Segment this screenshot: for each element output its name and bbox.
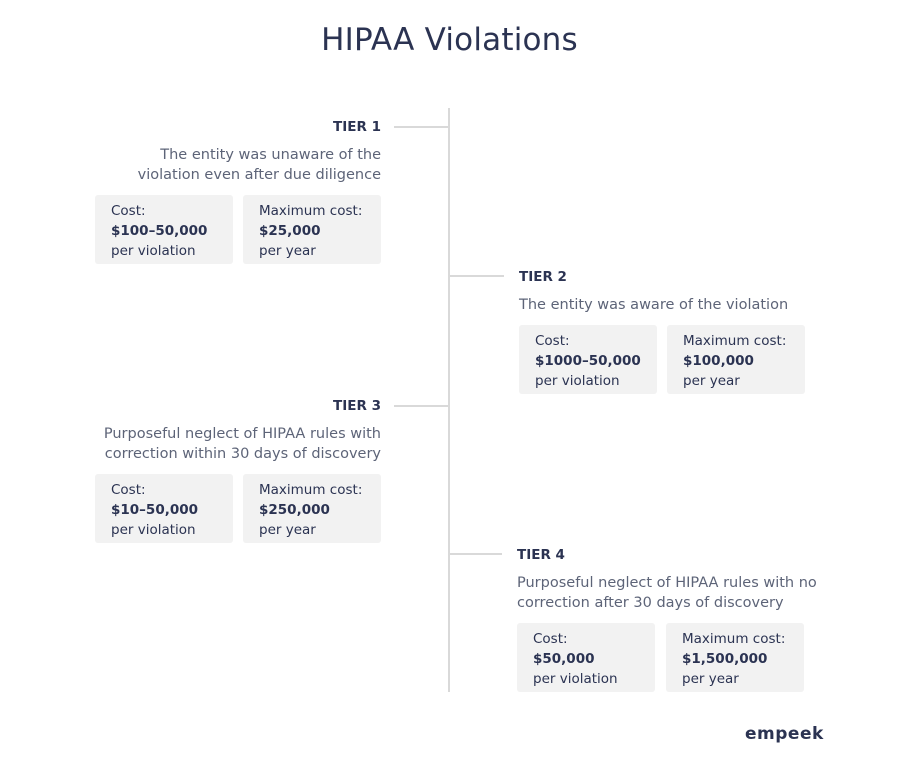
page-title: HIPAA Violations	[321, 22, 578, 58]
tier-1-description-line: The entity was unaware of the	[160, 147, 381, 163]
tier-1-connector	[394, 126, 448, 128]
brand-logo: empeek	[745, 724, 824, 744]
cost-value: $100–50,000	[111, 223, 208, 239]
max-cost-label: Maximum cost:	[682, 631, 786, 647]
cost-label: Cost:	[111, 482, 146, 498]
max-cost-label: Maximum cost:	[683, 333, 787, 349]
cost-label: Cost:	[535, 333, 570, 349]
tier-3-max-cost-card	[243, 474, 381, 543]
tier-2-max-cost-card	[667, 325, 805, 394]
tier-2-label: TIER 2	[519, 269, 567, 285]
tier-4-description	[517, 573, 857, 613]
tier-1-description-line: violation even after due diligence	[137, 167, 381, 183]
tier-3-label: TIER 3	[333, 398, 381, 414]
tier-2-connector	[450, 275, 504, 277]
max-cost-unit: per year	[259, 522, 316, 538]
tier-2-description	[519, 295, 849, 315]
cost-unit: per violation	[535, 373, 620, 389]
tier-1-max-cost-card	[243, 195, 381, 264]
cost-label: Cost:	[111, 203, 146, 219]
cost-unit: per violation	[533, 671, 618, 687]
tier-3-cost-card	[95, 474, 233, 543]
tier-3-description-line: Purposeful neglect of HIPAA rules with	[103, 426, 381, 442]
cost-unit: per violation	[111, 522, 196, 538]
max-cost-unit: per year	[683, 373, 740, 389]
max-cost-label: Maximum cost:	[259, 203, 363, 219]
tier-3-description	[41, 424, 381, 464]
tier-2-description-line: The entity was aware of the violation	[519, 297, 789, 313]
tier-4-max-cost-card	[666, 623, 804, 692]
cost-value: $50,000	[533, 651, 595, 667]
max-cost-unit: per year	[682, 671, 739, 687]
tier-1-cost-card	[95, 195, 233, 264]
tier-3-description-line: correction within 30 days of discovery	[104, 446, 381, 462]
cost-unit: per violation	[111, 243, 196, 259]
timeline-axis	[448, 108, 450, 692]
tier-3-connector	[394, 405, 448, 407]
tier-4-description-line: Purposeful neglect of HIPAA rules with no	[517, 575, 817, 591]
cost-label: Cost:	[533, 631, 568, 647]
tier-4-label: TIER 4	[517, 547, 565, 563]
tier-1-label: TIER 1	[333, 119, 381, 135]
tier-4-cost-card	[517, 623, 655, 692]
max-cost-label: Maximum cost:	[259, 482, 363, 498]
tier-4-connector	[450, 553, 502, 555]
max-cost-value: $100,000	[683, 353, 754, 369]
cost-value: $1000–50,000	[535, 353, 641, 369]
tier-1-description	[61, 145, 381, 185]
max-cost-value: $1,500,000	[682, 651, 768, 667]
tier-2-cost-card	[519, 325, 657, 394]
max-cost-unit: per year	[259, 243, 316, 259]
max-cost-value: $25,000	[259, 223, 321, 239]
tier-4-description-line: correction after 30 days of discovery	[517, 595, 784, 611]
max-cost-value: $250,000	[259, 502, 330, 518]
cost-value: $10–50,000	[111, 502, 199, 518]
